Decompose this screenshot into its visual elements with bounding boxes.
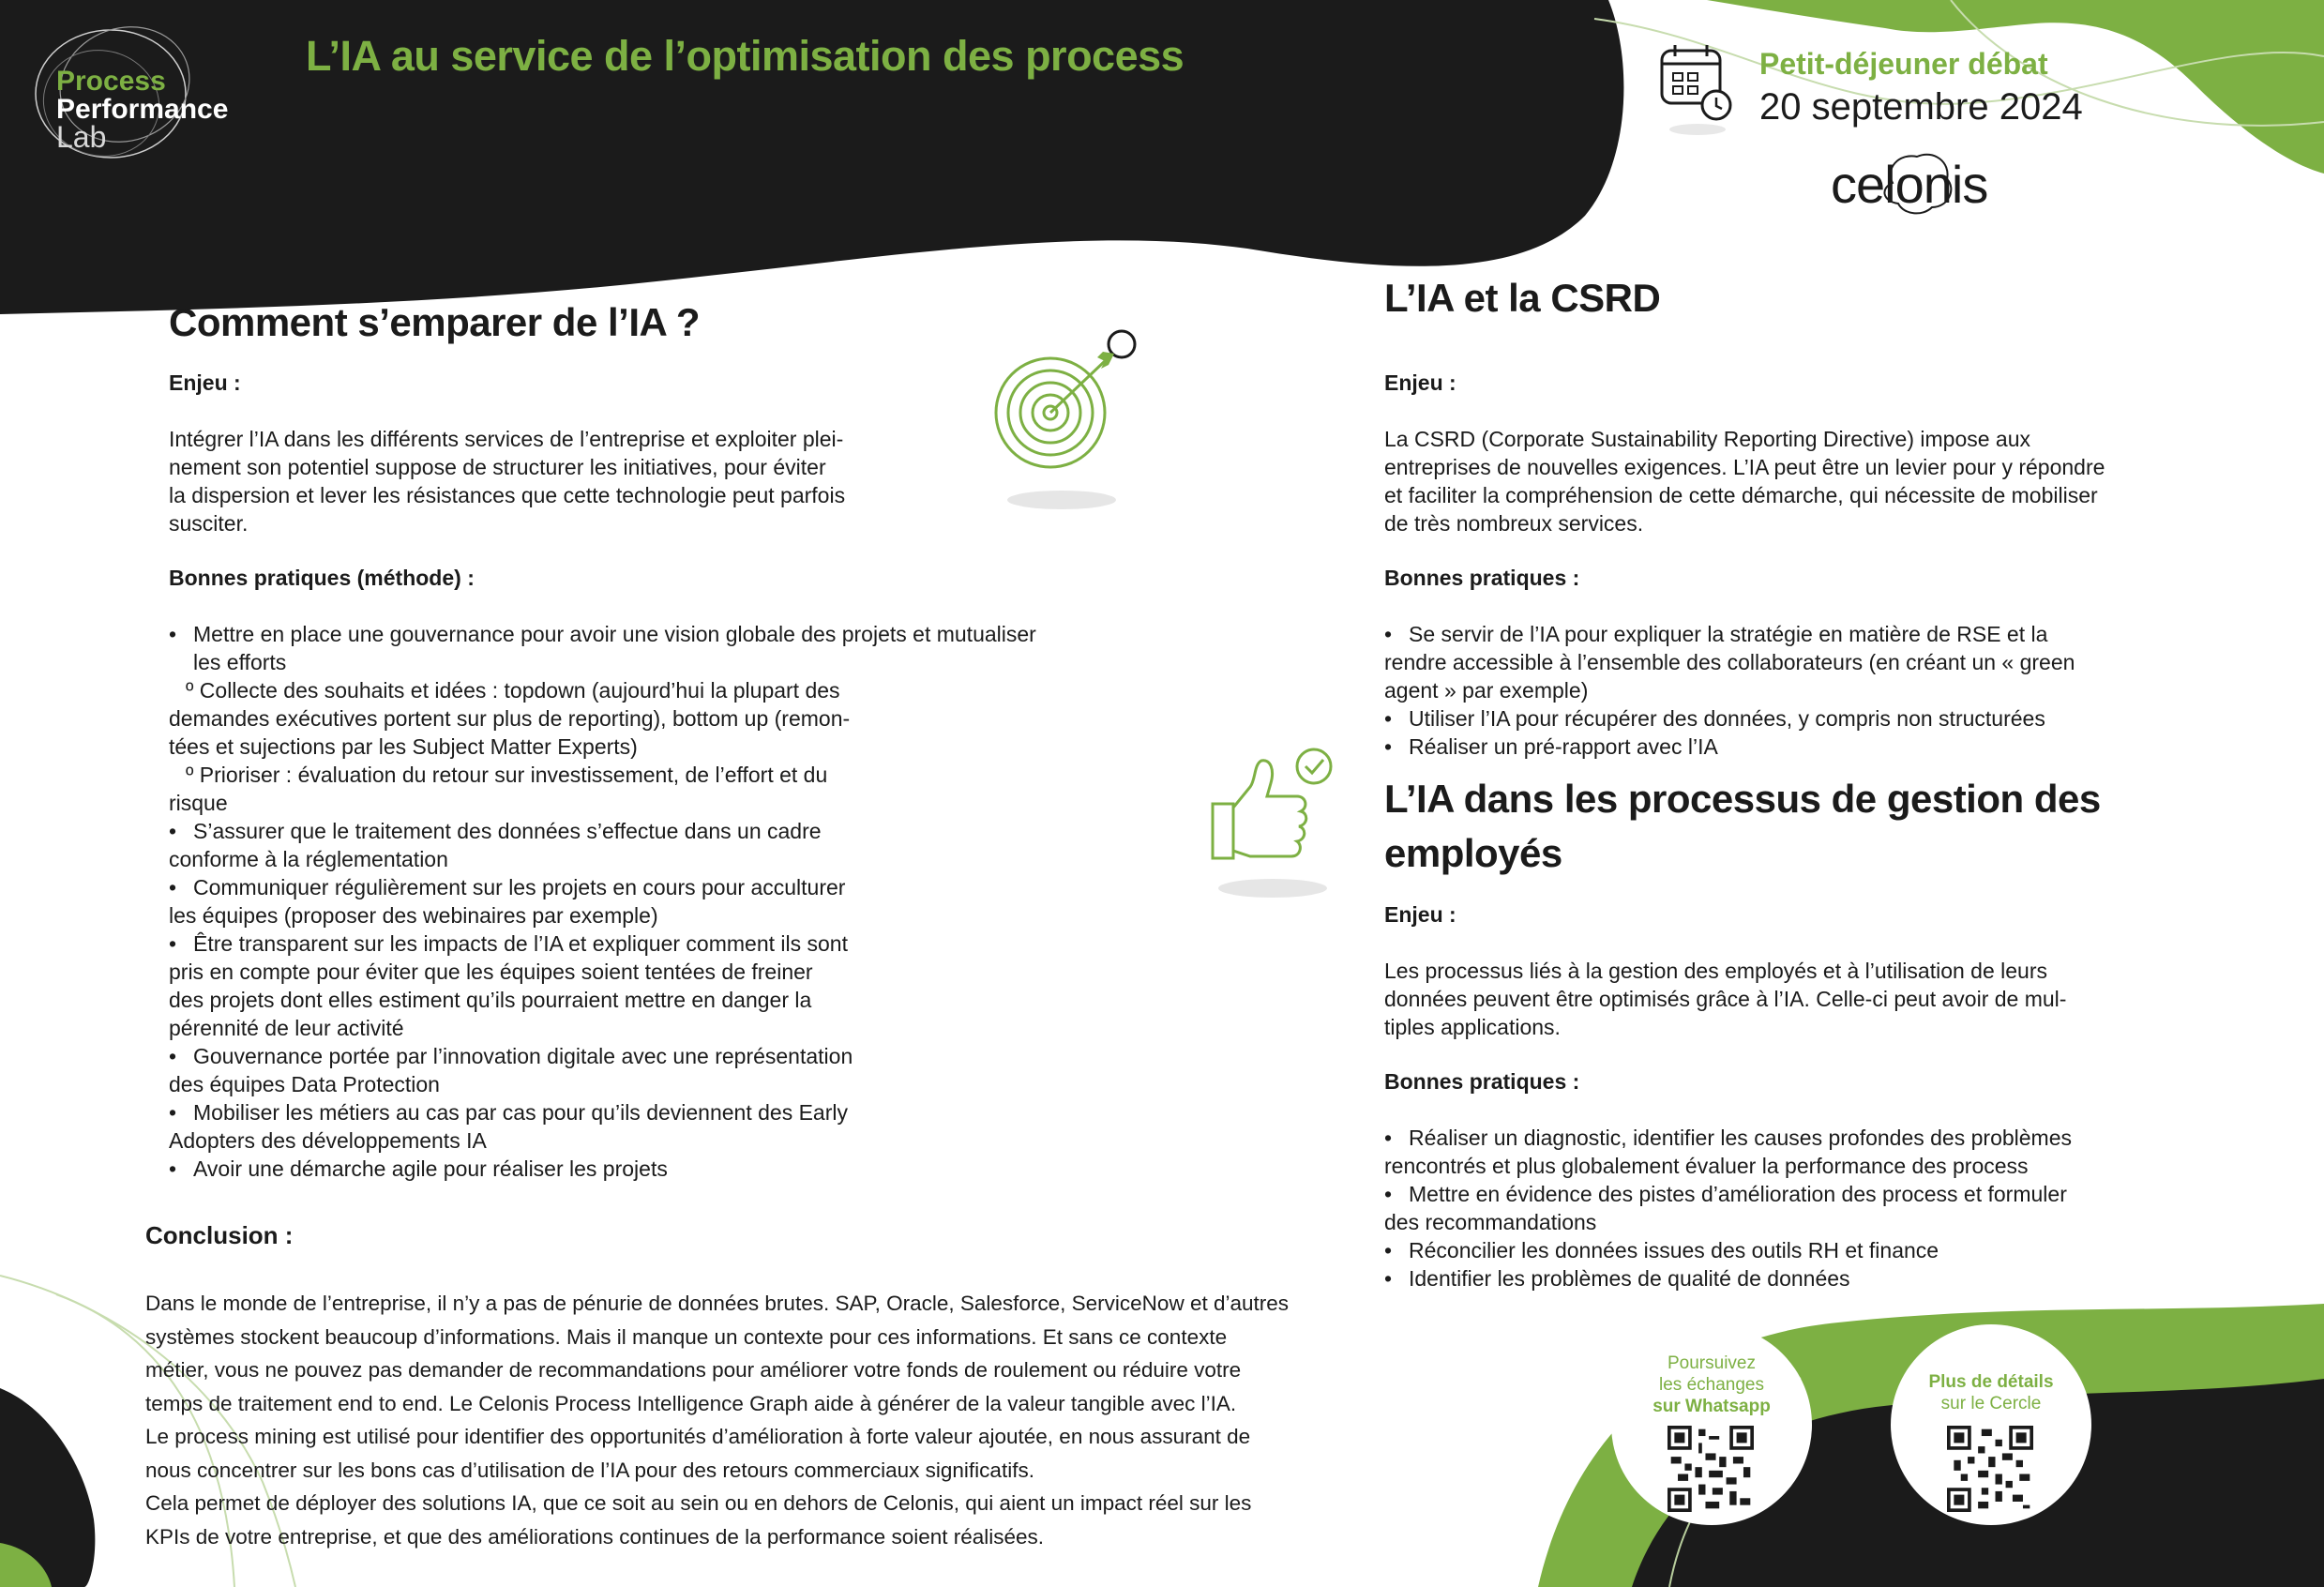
text-line — [169, 789, 1036, 817]
list-text: º Collecte des souhaits et idées : topdown (aujourd’hui la plupart des — [186, 678, 840, 703]
text-line — [169, 845, 1036, 873]
logo — [26, 19, 251, 169]
list-text: Gouvernance portée par l’innovation digitale avec une représentation — [193, 1044, 853, 1068]
bullet-item — [1384, 733, 2075, 761]
list-text: Identifier les problèmes de qualité de données — [1409, 1266, 1850, 1291]
bullet-dot: • — [1384, 1182, 1393, 1206]
bullet-item — [1384, 1264, 2072, 1292]
text-line: Dans le monde de l’entreprise, il n’y a pas de pénurie de données brutes. SAP, Oracle, Salesforce, ServiceNow et d’autres — [145, 1292, 1290, 1315]
bullet-item — [1384, 704, 2075, 733]
text-line — [1384, 1152, 2072, 1180]
list-text: des équipes Data Protection — [169, 1072, 440, 1096]
list-text: Mettre en évidence des pistes d’amélioration des process et formuler — [1409, 1182, 2067, 1206]
text-line: susciter. — [169, 511, 249, 536]
text-line: entreprises de nouvelles exigences. L’IA peut être un levier pour y répondre — [1384, 455, 2105, 479]
cercle-link[interactable] — [1891, 1324, 2091, 1525]
text-line: Cela permet de déployer des solutions IA, que ce soit au sein ou en dehors de Celonis, qui aient un impact réel sur les — [145, 1491, 1252, 1515]
event-label: Petit-déjeuner débat — [1759, 47, 2048, 81]
bullet-dot: • — [1384, 706, 1393, 731]
list-text: Réaliser un pré-rapport avec l’IA — [1409, 734, 1718, 759]
list-text: Être transparent sur les impacts de l’IA et expliquer comment ils sont — [193, 931, 848, 956]
bullet-dot: • — [1384, 1266, 1393, 1291]
list-text: les efforts — [193, 650, 287, 674]
bullet-item — [169, 1098, 1036, 1126]
bullet-item — [1384, 1124, 2072, 1152]
calendar-clock-icon — [1658, 43, 1735, 137]
text-line — [169, 1014, 1036, 1042]
text-line: systèmes stockent beaucoup d’informations. Mais il manque un contexte pour ces informations. Et sans ce contexte — [145, 1324, 1228, 1349]
bullet-item — [169, 1042, 1036, 1070]
list-text: risque — [169, 791, 228, 815]
bullet-dot: • — [1384, 734, 1393, 759]
list-text: Avoir une démarche agile pour réaliser les projets — [193, 1156, 668, 1181]
left-heading: Comment s’emparer de l’IA ? — [169, 300, 701, 344]
text-line — [1384, 1208, 2072, 1236]
left-bp-list — [169, 620, 1036, 1183]
bullet-item — [169, 817, 1036, 845]
bullet-dot: • — [169, 875, 177, 899]
list-text: Se servir de l’IA pour expliquer la stratégie en matière de RSE et la — [1409, 622, 2048, 646]
list-text: Adopters des développements IA — [169, 1128, 487, 1153]
text-line: et faciliter la compréhension de cette démarche, qui nécessite de mobiliser — [1384, 483, 2098, 507]
left-enjeu-text — [169, 425, 845, 537]
qr-code-icon[interactable] — [1947, 1426, 2033, 1512]
whatsapp-line-2: les échanges — [1659, 1375, 1764, 1395]
bullet-dot: • — [169, 622, 177, 646]
bullet-dot: • — [1384, 1126, 1393, 1150]
list-text: demandes exécutives portent sur plus de reporting), bottom up (remon- — [169, 706, 851, 731]
list-text: Réconcilier les données issues des outils RH et finance — [1409, 1238, 1939, 1262]
heading-line: employés — [1384, 831, 1562, 875]
list-text: rendre accessible à l’ensemble des collaborateurs (en créant un « green — [1384, 650, 2075, 674]
list-text: agent » par exemple) — [1384, 678, 1589, 703]
thumbs-up-icon — [1196, 746, 1355, 905]
csrd-heading: L’IA et la CSRD — [1384, 276, 1661, 320]
bullet-dot: • — [169, 1156, 177, 1181]
csrd-bp-list — [1384, 620, 2075, 761]
text-line — [169, 986, 1036, 1014]
cercle-line-1: Plus de détails — [1928, 1372, 2054, 1392]
bullet-item — [1384, 1236, 2072, 1264]
text-line — [169, 704, 1036, 733]
logo-line-1: Process — [56, 66, 166, 97]
list-text: Mobiliser les métiers au cas par cas pour qu’ils deviennent des Early — [193, 1100, 848, 1125]
bullet-dot: • — [169, 819, 177, 843]
bullet-dot: • — [1384, 1238, 1393, 1262]
list-text: tées et sujections par les Subject Matter Experts) — [169, 734, 638, 759]
list-text: Utiliser l’IA pour récupérer des données, y compris non structurées — [1409, 706, 2045, 731]
qr-code-icon[interactable] — [1668, 1426, 1754, 1512]
bullet-dot: • — [169, 1100, 177, 1125]
employes-heading — [1384, 775, 2101, 878]
text-line: métier, vous ne pouvez pas demander de recommandations pour améliorer votre fonds de roulement ou réduire votre — [145, 1358, 1242, 1382]
text-line: de très nombreux services. — [1384, 511, 1644, 536]
conclusion-label: Conclusion : — [145, 1221, 294, 1249]
text-line: KPIs de votre entreprise, et que des améliorations continues de la performance soient réalisées. — [145, 1524, 1045, 1549]
bullet-item — [1384, 1180, 2072, 1208]
employes-enjeu-text — [1384, 957, 2066, 1041]
list-text: pérennité de leur activité — [169, 1016, 404, 1040]
text-line — [169, 1070, 1036, 1098]
list-text: º Prioriser : évaluation du retour sur investissement, de l’effort et du — [186, 763, 828, 787]
text-line: Le process mining est utilisé pour identifier des opportunités d’amélioration à forte valeur ajoutée, en nous assurant de — [145, 1425, 1251, 1448]
list-text: des projets dont elles estiment qu’ils pourraient mettre en danger la — [169, 988, 812, 1012]
text-line: nement son potentiel suppose de structurer les initiatives, pour éviter — [169, 455, 826, 479]
text-line — [169, 761, 1036, 789]
text-line — [169, 901, 1036, 930]
employes-bp-label: Bonnes pratiques : — [1384, 1069, 1580, 1094]
sponsor-logo: celonis — [1831, 155, 1988, 214]
whatsapp-line-1: Poursuivez — [1668, 1353, 1756, 1373]
bullet-dot: • — [169, 1044, 177, 1068]
text-line: Les processus liés à la gestion des employés et à l’utilisation de leurs — [1384, 959, 2047, 983]
text-line — [1384, 676, 2075, 704]
conclusion-text — [145, 1287, 1289, 1553]
left-bp-label: Bonnes pratiques (méthode) : — [169, 566, 475, 590]
whatsapp-link[interactable] — [1611, 1324, 1812, 1525]
list-text: Réaliser un diagnostic, identifier les causes profondes des problèmes — [1409, 1126, 2073, 1150]
text-line — [169, 676, 1036, 704]
text-line: nous concentrer sur les bons cas d’utilisation de l’IA pour des retours commerciaux significatifs. — [145, 1458, 1034, 1482]
bullet-item — [169, 1155, 1036, 1183]
page-title: L’IA au service de l’optimisation des process — [306, 32, 1185, 80]
text-line — [1384, 648, 2075, 676]
list-text: conforme à la réglementation — [169, 847, 448, 871]
text-line: données peuvent être optimisés grâce à l’IA. Celle-ci peut avoir de mul- — [1384, 987, 2067, 1011]
csrd-enjeu-text — [1384, 425, 2105, 537]
bullet-item — [169, 930, 1036, 958]
text-line: temps de traitement end to end. Le Celonis Process Intelligence Graph aide à générer de la valeur tangible avec l’IA. — [145, 1391, 1237, 1415]
list-text: Mettre en place une gouvernance pour avoir une vision globale des projets et mutualiser — [193, 622, 1036, 646]
text-line: la dispersion et lever les résistances que cette technologie peut parfois — [169, 483, 846, 507]
csrd-bp-label: Bonnes pratiques : — [1384, 566, 1580, 590]
list-text: rencontrés et plus globalement évaluer la performance des process — [1384, 1154, 2029, 1178]
list-text: pris en compte pour éviter que les équipes soient tentées de freiner — [169, 960, 813, 984]
bullet-item — [169, 873, 1036, 901]
cercle-line-2: sur le Cercle — [1940, 1394, 2042, 1413]
text-line: tiples applications. — [1384, 1015, 1561, 1039]
text-line: Intégrer l’IA dans les différents services de l’entreprise et exploiter plei- — [169, 427, 844, 451]
logo-line-3: Lab — [56, 120, 107, 154]
list-text: Communiquer régulièrement sur les projets en cours pour acculturer — [193, 875, 846, 899]
bullet-item — [169, 620, 1036, 648]
text-line: La CSRD (Corporate Sustainability Reporting Directive) impose aux — [1384, 427, 2031, 451]
target-icon — [975, 324, 1163, 521]
list-text: les équipes (proposer des webinaires par exemple) — [169, 903, 658, 928]
list-text: des recommandations — [1384, 1210, 1597, 1234]
heading-line: L’IA dans les processus de gestion des — [1384, 777, 2101, 821]
bullet-dot: • — [169, 931, 177, 956]
event-date: 20 septembre 2024 — [1759, 86, 2083, 128]
text-line — [169, 1126, 1036, 1155]
whatsapp-line-3: sur Whatsapp — [1652, 1397, 1771, 1416]
logo-line-2: Performance — [56, 94, 229, 125]
employes-bp-list — [1384, 1124, 2072, 1292]
left-enjeu-label: Enjeu : — [169, 370, 241, 395]
text-line — [169, 958, 1036, 986]
list-text: S’assurer que le traitement des données s’effectue dans un cadre — [193, 819, 822, 843]
text-line — [169, 648, 1036, 676]
csrd-enjeu-label: Enjeu : — [1384, 370, 1456, 395]
text-line — [169, 733, 1036, 761]
bullet-item — [1384, 620, 2075, 648]
employes-enjeu-label: Enjeu : — [1384, 902, 1456, 927]
bullet-dot: • — [1384, 622, 1393, 646]
